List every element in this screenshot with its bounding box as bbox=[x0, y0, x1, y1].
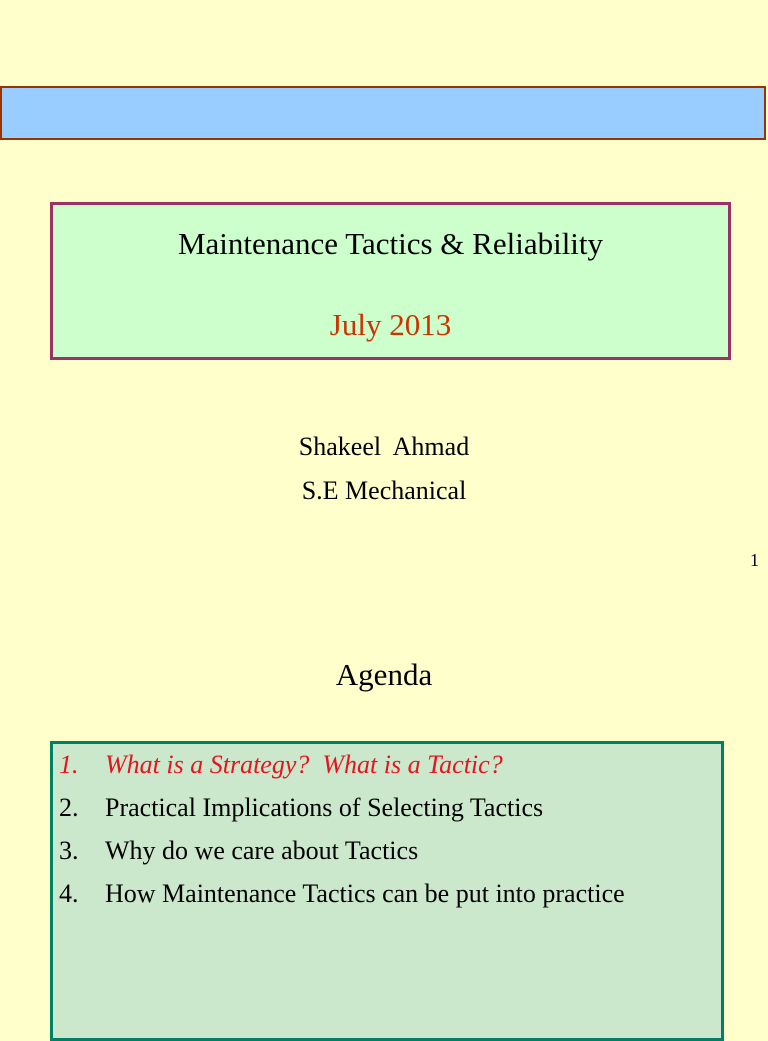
agenda-item bbox=[59, 750, 625, 793]
slide-date: July 2013 bbox=[329, 307, 452, 342]
author-block bbox=[0, 425, 768, 513]
agenda-item bbox=[59, 879, 625, 922]
agenda-list bbox=[59, 750, 625, 922]
agenda-item bbox=[59, 836, 625, 879]
agenda-item-number: 1. bbox=[59, 750, 79, 779]
agenda-item-number: 4. bbox=[59, 879, 79, 908]
title-box bbox=[50, 202, 731, 360]
agenda-item-number: 2. bbox=[59, 793, 79, 822]
page-number: 1 bbox=[750, 550, 759, 570]
agenda-item-text: Why do we care about Tactics bbox=[105, 836, 419, 865]
agenda-item-text: Practical Implications of Selecting Tactics bbox=[105, 793, 544, 822]
agenda-heading: Agenda bbox=[335, 657, 433, 692]
agenda-item-text: How Maintenance Tactics can be put into practice bbox=[105, 879, 625, 908]
agenda-item-number: 3. bbox=[59, 836, 79, 865]
agenda-box bbox=[50, 741, 724, 1041]
slide-title: Maintenance Tactics & Reliability bbox=[177, 226, 604, 261]
author-name: Shakeel Ahmad bbox=[298, 432, 470, 461]
agenda-item-text: What is a Strategy? What is a Tactic? bbox=[105, 750, 503, 779]
agenda-item bbox=[59, 793, 625, 836]
header-bar bbox=[0, 86, 766, 140]
author-role: S.E Mechanical bbox=[301, 476, 467, 505]
